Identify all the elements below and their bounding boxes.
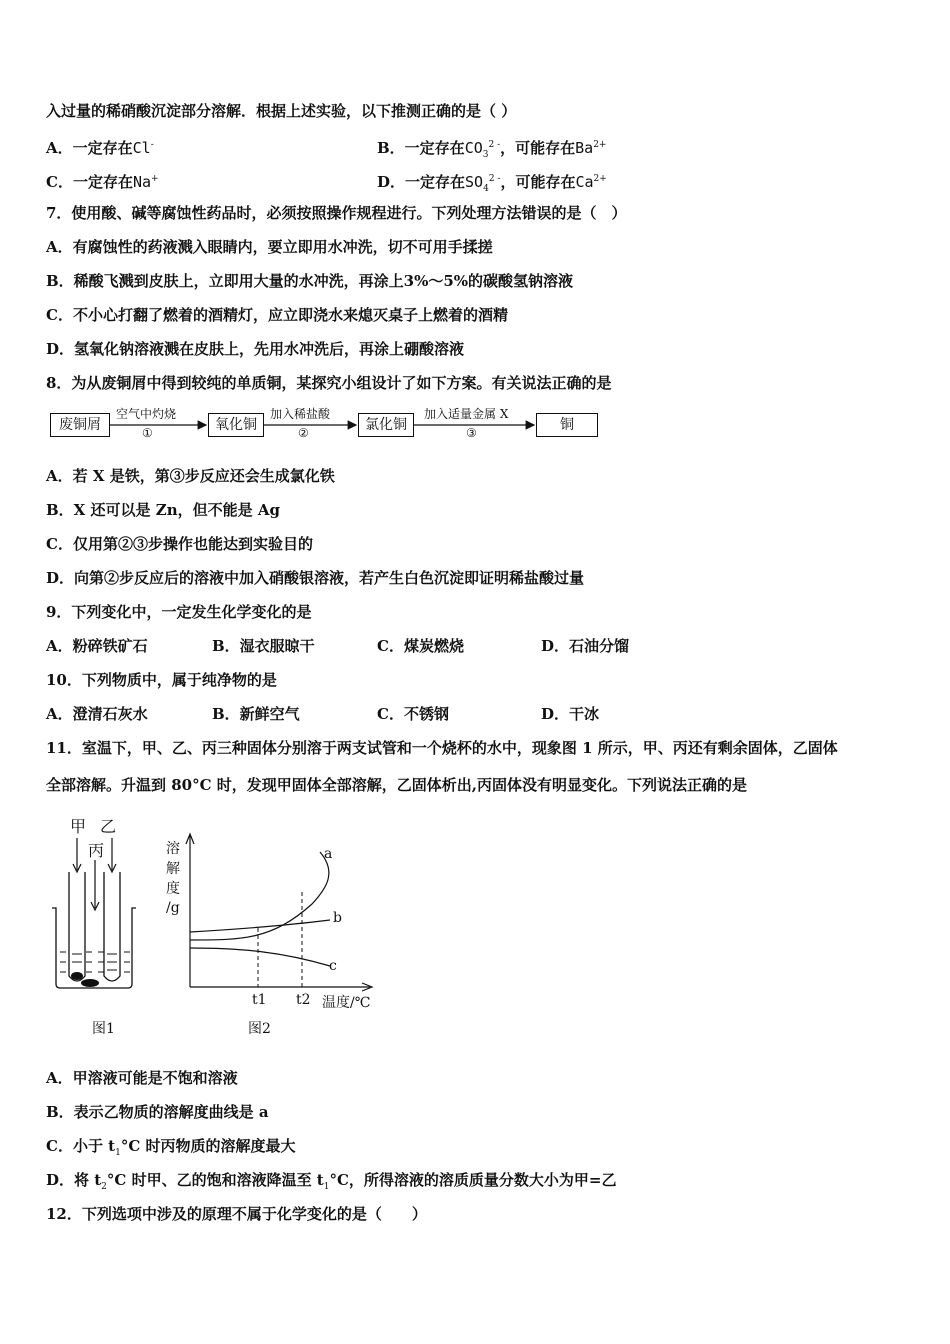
q6-option-d-label: D．一定存在: [377, 173, 466, 191]
fig2-curve-b: [190, 920, 330, 932]
fig1-tube-yi-water: [107, 954, 117, 970]
q6-option-d-charge2: 2+: [593, 174, 607, 184]
fig2-ylabel-2: 解: [166, 861, 180, 877]
q8-option-b: B．X 还可以是 Zn，但不能是 Ag: [46, 501, 280, 519]
flow-box-copper-oxide: 氧化铜: [208, 413, 264, 437]
flow-step1-number: ①: [142, 426, 153, 440]
q6-option-b-ion2: Ba: [575, 139, 594, 157]
q6-option-b-charge: 2 -: [488, 140, 501, 150]
fig2-x-label: 温度/℃: [322, 995, 371, 1011]
flow-box-copper: 铜: [536, 413, 598, 437]
q11-option-d-post: °C，所得溶液的溶质质量分数大小为甲=乙: [329, 1171, 617, 1189]
q6-option-a-label: A．一定存在: [46, 139, 133, 157]
fig2-label-c: c: [329, 958, 337, 974]
flow-step1-label: 空气中灼烧: [116, 407, 177, 421]
q11-option-b: B．表示乙物质的溶解度曲线是 a: [46, 1103, 269, 1121]
q6-option-b-charge2: 2+: [593, 140, 607, 150]
q11-option-c: [46, 1136, 296, 1163]
q6-option-b: [377, 135, 606, 165]
fig1-label-jia: 甲: [70, 817, 87, 836]
q7-option-c: C．不小心打翻了燃着的酒精灯，应立即浇水来熄灭桌子上燃着的酒精: [46, 306, 508, 324]
fig2-ylabel-4: /g: [166, 900, 180, 916]
fig1-drawing: [46, 812, 156, 1012]
fig2-caption: 图2: [248, 1021, 271, 1037]
q6-option-d-mid: ，可能存在: [500, 173, 576, 191]
q6-option-c: [46, 169, 159, 192]
q6-option-c-ion: Na: [132, 173, 152, 191]
fig2-label-a: a: [324, 846, 333, 862]
q6-option-b-mid: ，可能存在: [500, 139, 576, 157]
q7-option-b: B．稀酸飞溅到皮肤上，立即用大量的水冲洗，再涂上3%～5%的碳酸氢钠溶液: [46, 272, 574, 290]
fig2-label-b: b: [333, 910, 342, 926]
q11-stem-line1: 11．室温下，甲、乙、丙三种固体分别溶于两支试管和一个烧杯的水中，现象图 1 所示，甲、丙还有剩余固体，乙固体: [46, 739, 838, 757]
q6-option-d: [377, 169, 607, 199]
fig2-tick-t1: t1: [252, 992, 267, 1008]
q7-stem: 7．使用酸、碱等腐蚀性药品时，必须按照操作规程进行。下列处理方法错误的是（ ）: [46, 204, 627, 222]
q9-option-d: D．石油分馏: [541, 637, 630, 655]
q10-option-a: A．澄清石灰水: [46, 705, 148, 723]
fig1-solid-jia: [71, 972, 83, 980]
q11-figure-1: [46, 812, 156, 1042]
q7-option-a: A．有腐蚀性的药液溅入眼睛内，要立即用水冲洗，切不可用手揉搓: [46, 238, 493, 256]
fig1-caption: 图1: [92, 1021, 115, 1037]
fig2-tick-t2: t2: [296, 992, 311, 1008]
q6-option-c-label: C．一定存在: [46, 173, 133, 191]
q11-option-c-pre: C．小于 t: [46, 1137, 116, 1155]
fig2-ylabel-1: 溶: [166, 841, 180, 857]
q6-option-d-ion: SO: [465, 173, 484, 191]
q11-option-c-post: °C 时丙物质的溶解度最大: [120, 1137, 296, 1155]
q10-option-c: C．不锈钢: [377, 705, 449, 723]
fig1-label-bing: 丙: [88, 841, 105, 860]
flow-step3-label: 加入适量金属 X: [424, 407, 509, 421]
q9-stem: 9．下列变化中，一定发生化学变化的是: [46, 603, 312, 621]
q8-option-d: D．向第②步反应后的溶液中加入硝酸银溶液，若产生白色沉淀即证明稀盐酸过量: [46, 569, 585, 587]
q10-stem: 10．下列物质中，属于纯净物的是: [46, 671, 277, 689]
fig1-beaker: [52, 908, 136, 988]
flow-step2-label: 加入稀盐酸: [270, 407, 331, 421]
q11-option-a: A．甲溶液可能是不饱和溶液: [46, 1069, 238, 1087]
fig2-curve-c: [190, 948, 330, 966]
q10-option-b: B．新鲜空气: [212, 705, 300, 723]
q8-stem: 8．为从废铜屑中得到较纯的单质铜，某探究小组设计了如下方案。有关说法正确的是: [46, 374, 612, 392]
q11-option-d-sub1: 2: [101, 1182, 107, 1192]
q6-option-d-charge: 2 -: [488, 174, 501, 184]
q6-option-a-charge: -: [150, 140, 154, 150]
q11-option-d-pre: D．将 t: [46, 1171, 102, 1189]
q12-stem: 12．下列选项中涉及的原理不属于化学变化的是（ ）: [46, 1205, 427, 1223]
q6-option-c-charge: +: [151, 174, 159, 184]
q6-option-d-sub: 4: [483, 184, 489, 194]
q6-option-b-sub: 3: [482, 150, 489, 160]
q6-option-d-ion2: Ca: [575, 173, 594, 191]
fig1-test-tube-yi: [104, 872, 120, 981]
fig2-ylabel-3: 度: [166, 881, 180, 897]
flow-arrows: [46, 405, 606, 445]
fig1-label-yi: 乙: [100, 817, 117, 836]
fig1-test-tube-jia: [69, 872, 85, 981]
q7-option-d: D．氢氧化钠溶液溅在皮肤上，先用水冲洗后，再涂上硼酸溶液: [46, 340, 465, 358]
q11-option-d-mid: °C 时甲、乙的饱和溶液降温至 t: [106, 1171, 324, 1189]
flow-box-copper-chloride: 氯化铜: [358, 413, 414, 437]
fig2-plot: [162, 832, 392, 1002]
q11-option-d: [46, 1170, 616, 1197]
q8-flow-diagram: [46, 405, 606, 445]
q6-option-b-label: B．一定存在: [377, 139, 465, 157]
q6-stem-continuation: 入过量的稀硝酸沉淀部分溶解．根据上述实验，以下推测正确的是（ ）: [46, 102, 517, 120]
q8-option-c: C．仅用第②③步操作也能达到实验目的: [46, 535, 313, 553]
q11-option-d-sub2: 1: [323, 1182, 330, 1192]
q11-stem-line2: 全部溶解。升温到 80°C 时，发现甲固体全部溶解，乙固体析出,丙固体没有明显变化。下列说法正确的是: [46, 776, 747, 794]
fig1-tube-jia-water: [72, 954, 82, 962]
flow-step2-number: ②: [298, 426, 309, 440]
q6-option-b-ion: CO: [464, 139, 483, 157]
q10-option-d: D．干冰: [541, 705, 600, 723]
flow-step3-number: ③: [466, 426, 477, 440]
q9-option-a: A．粉碎铁矿石: [46, 637, 148, 655]
q11-option-c-sub: 1: [115, 1148, 121, 1158]
q8-option-a: A．若 X 是铁，第③步反应还会生成氯化铁: [46, 467, 335, 485]
q6-option-a: [46, 135, 154, 158]
fig1-solid-bing: [81, 979, 99, 987]
q11-figure-2: [162, 832, 392, 1042]
q6-option-a-ion: Cl: [132, 139, 151, 157]
flow-box-scrap-copper: 废铜屑: [50, 413, 110, 437]
q9-option-c: C．煤炭燃烧: [377, 637, 464, 655]
q9-option-b: B．湿衣服晾干: [212, 637, 315, 655]
